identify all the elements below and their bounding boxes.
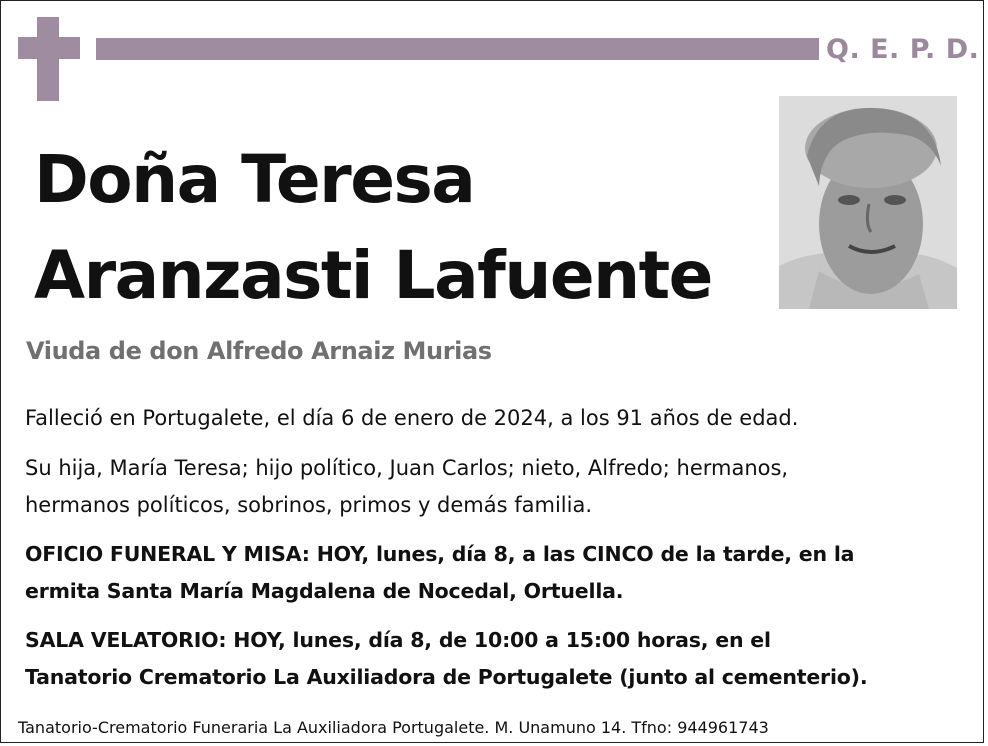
wake-line-1: SALA VELATORIO: HOY, lunes, día 8, de 10:00 a 15:00 horas, en el (25, 628, 771, 652)
cross-icon (37, 17, 59, 101)
qepd-label: Q. E. P. D. (826, 34, 980, 65)
funeral-home-footer: Tanatorio-Crematorio Funeraria La Auxiliadora Portugalete. M. Unamuno 14. Tfno: 944961743 (18, 718, 769, 737)
name-line-1: Doña Teresa (34, 141, 475, 218)
name-line-2: Aranzasti Lafuente (34, 237, 712, 314)
family-line-1: Su hija, María Teresa; hijo político, Juan Carlos; nieto, Alfredo; hermanos, (25, 456, 789, 480)
funeral-service (25, 536, 970, 610)
header-rule (96, 38, 819, 60)
portrait-photo (779, 96, 957, 309)
deceased-name (34, 132, 712, 324)
cross-icon-bar (18, 37, 80, 59)
wake-room (25, 622, 970, 696)
funeral-line-1: OFICIO FUNERAL Y MISA: HOY, lunes, día 8, a las CINCO de la tarde, en la (25, 542, 855, 566)
family-list (25, 450, 970, 524)
family-line-2: hermanos políticos, sobrinos, primos y demás familia. (25, 493, 593, 517)
death-notice: Falleció en Portugalete, el día 6 de enero de 2024, a los 91 años de edad. (25, 406, 799, 430)
funeral-line-2: ermita Santa María Magdalena de Nocedal, Ortuella. (25, 579, 624, 603)
widow-of-line: Viuda de don Alfredo Arnaiz Murias (26, 337, 492, 365)
wake-line-2: Tanatorio Crematorio La Auxiliadora de Portugalete (junto al cementerio). (25, 665, 868, 689)
